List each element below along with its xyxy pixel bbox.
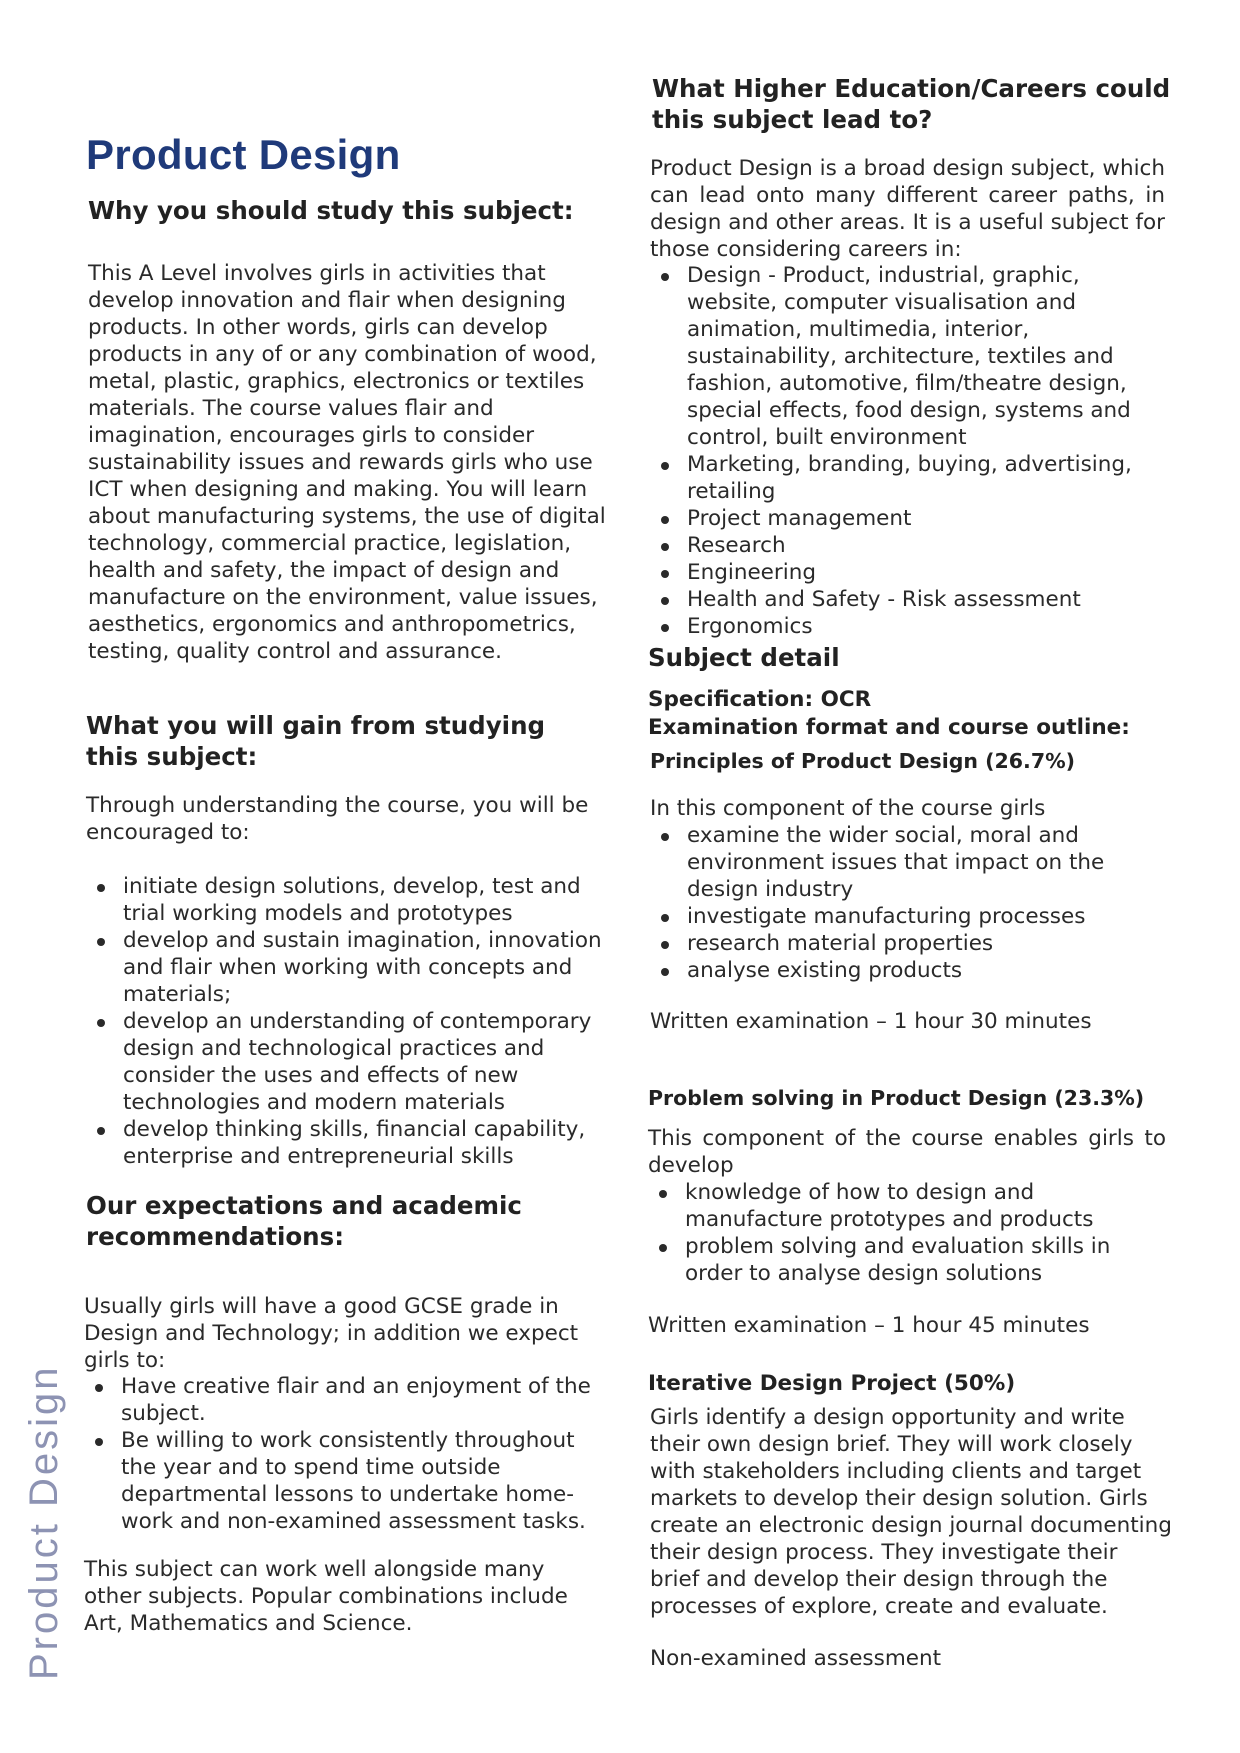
detail-heading: Subject detail [648, 643, 840, 672]
principles-intro: In this component of the course girls [650, 796, 1046, 821]
gain-heading: What you will gain from studying this subject: [86, 711, 546, 771]
list-item: Engineering [650, 559, 1170, 586]
list-item: problem solving and evaluation skills in order to analyse design solutions [648, 1233, 1173, 1287]
list-item: research material properties [650, 930, 1170, 957]
list-item: develop and sustain imagination, innovation and flair when working with concepts and materials; [86, 927, 616, 1008]
list-item: knowledge of how to design and manufacture prototypes and products [648, 1179, 1173, 1233]
principles-title: Principles of Product Design (26.7%) [650, 749, 1076, 773]
principles-exam: Written examination – 1 hour 30 minutes [650, 1009, 1092, 1034]
problem-exam: Written examination – 1 hour 45 minutes [648, 1313, 1090, 1338]
principles-list [650, 822, 1170, 984]
list-item: Design - Product, industrial, graphic, website, computer visualisation and animation, multimedia, interior, sustainability, architecture, textiles and fashion, automotive, film/theatre design, special effects, food design, systems and control, built environment [650, 262, 1170, 451]
spec-line: Specification: OCR [648, 687, 872, 712]
side-title: Product Design [22, 1364, 66, 1680]
format-line: Examination format and course outline: [648, 715, 1130, 740]
gain-list [86, 873, 616, 1170]
why-heading: Why you should study this subject: [88, 196, 574, 225]
expectations-outro: This subject can work well alongside many other subjects. Popular combinations include Art, Mathematics and Science. [84, 1557, 568, 1636]
careers-list [650, 262, 1170, 640]
list-item: Health and Safety - Risk assessment [650, 586, 1170, 613]
careers-heading: What Higher Education/Careers could this subject lead to? [652, 74, 1171, 134]
problem-title: Problem solving in Product Design (23.3%) [648, 1086, 1145, 1110]
list-item: Research [650, 532, 1170, 559]
careers-intro: Product Design is a broad design subject, which can lead onto many different career paths, in design and other areas. It is a useful subject for those considering careers in: [650, 156, 1165, 262]
list-item: analyse existing products [650, 957, 1170, 984]
expectations-heading: Our expectations and academic recommendations: [86, 1191, 522, 1251]
list-item: investigate manufacturing processes [650, 903, 1170, 930]
list-item: Marketing, branding, buying, advertising, retailing [650, 451, 1170, 505]
list-item: develop an understanding of contemporary design and technological practices and consider the uses and effects of new technologies and modern materials [86, 1008, 616, 1116]
iterative-assessment: Non-examined assessment [650, 1646, 942, 1671]
page-title: Product Design [86, 131, 401, 178]
problem-list [648, 1179, 1173, 1287]
list-item: Have creative flair and an enjoyment of the subject. [84, 1373, 604, 1427]
list-item: Be willing to work consistently throughout the year and to spend time outside departmental lessons to undertake home-work and non-examined assessment tasks. [84, 1427, 604, 1535]
gain-intro: Through understanding the course, you will be encouraged to: [86, 793, 589, 845]
list-item: Ergonomics [650, 613, 1170, 640]
iterative-body: Girls identify a design opportunity and write their own design brief. They will work closely with stakeholders including clients and target markets to develop their design solution. Girls create an electronic design journal documenting their design process. They investigate their brief and develop their design through the processes of explore, create and evaluate. [650, 1405, 1172, 1619]
list-item: Project management [650, 505, 1170, 532]
list-item: initiate design solutions, develop, test and trial working models and prototypes [86, 873, 616, 927]
list-item: develop thinking skills, financial capability, enterprise and entrepreneurial skills [86, 1116, 616, 1170]
list-item: examine the wider social, moral and environment issues that impact on the design industry [650, 822, 1170, 903]
problem-intro: This component of the course enables girls to develop [648, 1126, 1166, 1178]
expectations-intro: Usually girls will have a good GCSE grade in Design and Technology; in addition we expect girls to: [84, 1294, 579, 1373]
why-body: This A Level involves girls in activities that develop innovation and flair when designing products. In other words, girls can develop products in any of or any combination of wood, metal, plastic, graphics, electronics or textiles materials. The course values flair and imagination, encourages girls to consider sustainability issues and rewards girls who use ICT when designing and making. You will learn about manufacturing systems, the use of digital technology, commercial practice, legislation, health and safety, the impact of design and manufacture on the environment, value issues, aesthetics, ergonomics and anthropometrics, testing, quality control and assurance. [88, 261, 606, 664]
iterative-title: Iterative Design Project (50%) [648, 1371, 1016, 1396]
expectations-list [84, 1373, 604, 1535]
